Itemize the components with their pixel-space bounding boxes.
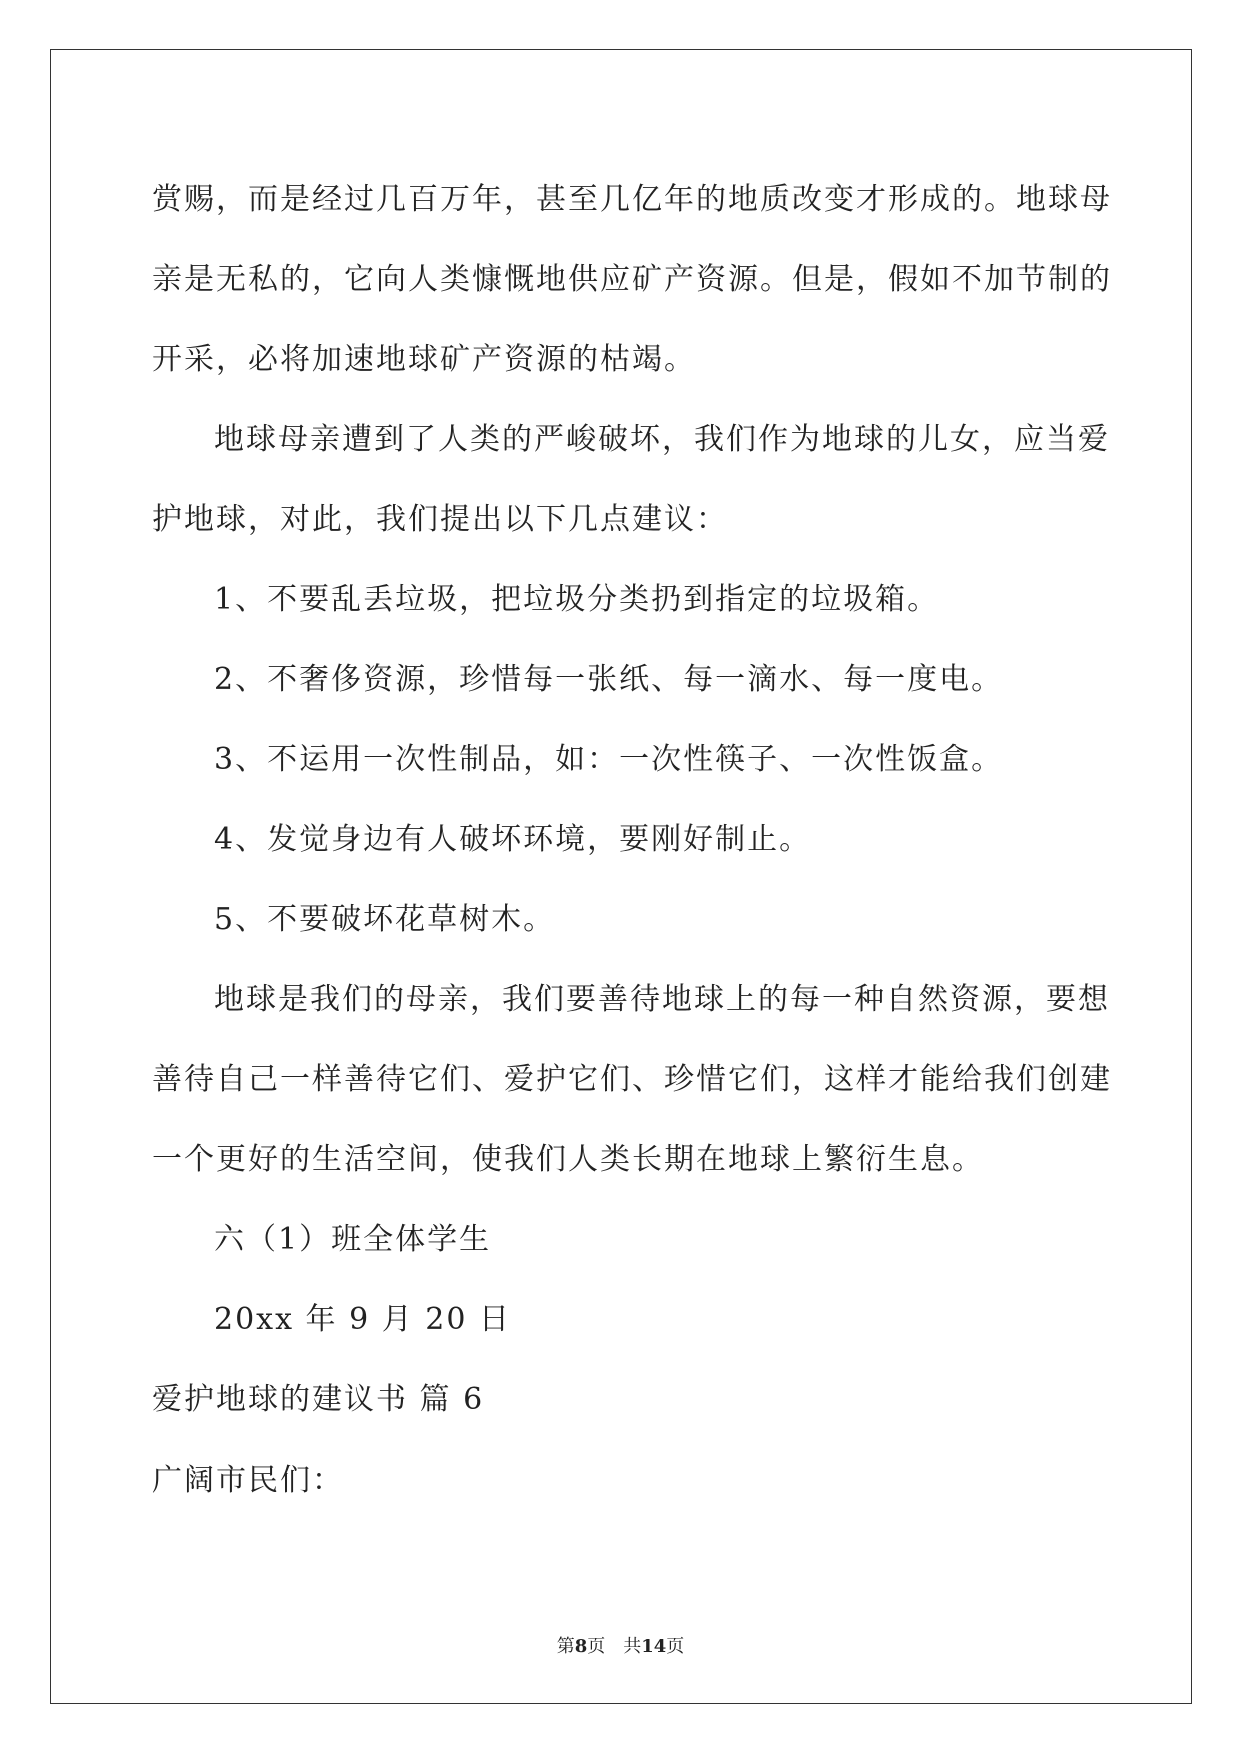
total-pages-number: 14: [641, 1636, 667, 1657]
suggestion-item-4: 4、发觉身边有人破坏环境，要刚好制止。: [214, 822, 812, 857]
current-page-number: 8: [574, 1636, 588, 1657]
suggestion-item-1: 1、不要乱丢垃圾，把垃圾分类扔到指定的垃圾箱。: [214, 582, 940, 617]
document-body: [152, 160, 1112, 1522]
section-heading: 爱护地球的建议书 篇 6: [152, 1382, 485, 1417]
body-line-2: 亲是无私的，它向人类慷慨地供应矿产资源。但是，假如不加节制的: [152, 262, 1112, 297]
footer-total-prefix: 共: [623, 1636, 642, 1657]
page-footer: [0, 1632, 1241, 1658]
paragraph-start: 地球母亲遭到了人类的严峻破坏，我们作为地球的儿女，应当爱: [214, 422, 1110, 457]
suggestion-item-5: 5、不要破坏花草树木。: [214, 902, 556, 937]
suggestion-item-3: 3、不运用一次性制品，如：一次性筷子、一次性饭盒。: [214, 742, 1004, 777]
closing-paragraph-line-2: 善待自己一样善待它们、爱护它们、珍惜它们，这样才能给我们创建: [152, 1062, 1112, 1097]
closing-paragraph-line-1: 地球是我们的母亲，我们要善待地球上的每一种自然资源，要想: [214, 982, 1110, 1017]
body-line-5: 护地球，对此，我们提出以下几点建议：: [152, 502, 728, 537]
footer-page-word: 页: [587, 1636, 606, 1657]
body-line-3: 开采，必将加速地球矿产资源的枯竭。: [152, 342, 696, 377]
footer-prefix: 第: [556, 1636, 575, 1657]
signature: 六（1）班全体学生: [214, 1222, 492, 1257]
closing-paragraph-line-3: 一个更好的生活空间，使我们人类长期在地球上繁衍生息。: [152, 1142, 984, 1177]
suggestion-item-2: 2、不奢侈资源，珍惜每一张纸、每一滴水、每一度电。: [214, 662, 1004, 697]
footer-total-suffix: 页: [666, 1636, 685, 1657]
salutation: 广阔市民们：: [152, 1463, 344, 1498]
body-line-1: 赏赐，而是经过几百万年，甚至几亿年的地质改变才形成的。地球母: [152, 182, 1112, 217]
date: 20xx 年 9 月 20 日: [214, 1302, 511, 1337]
